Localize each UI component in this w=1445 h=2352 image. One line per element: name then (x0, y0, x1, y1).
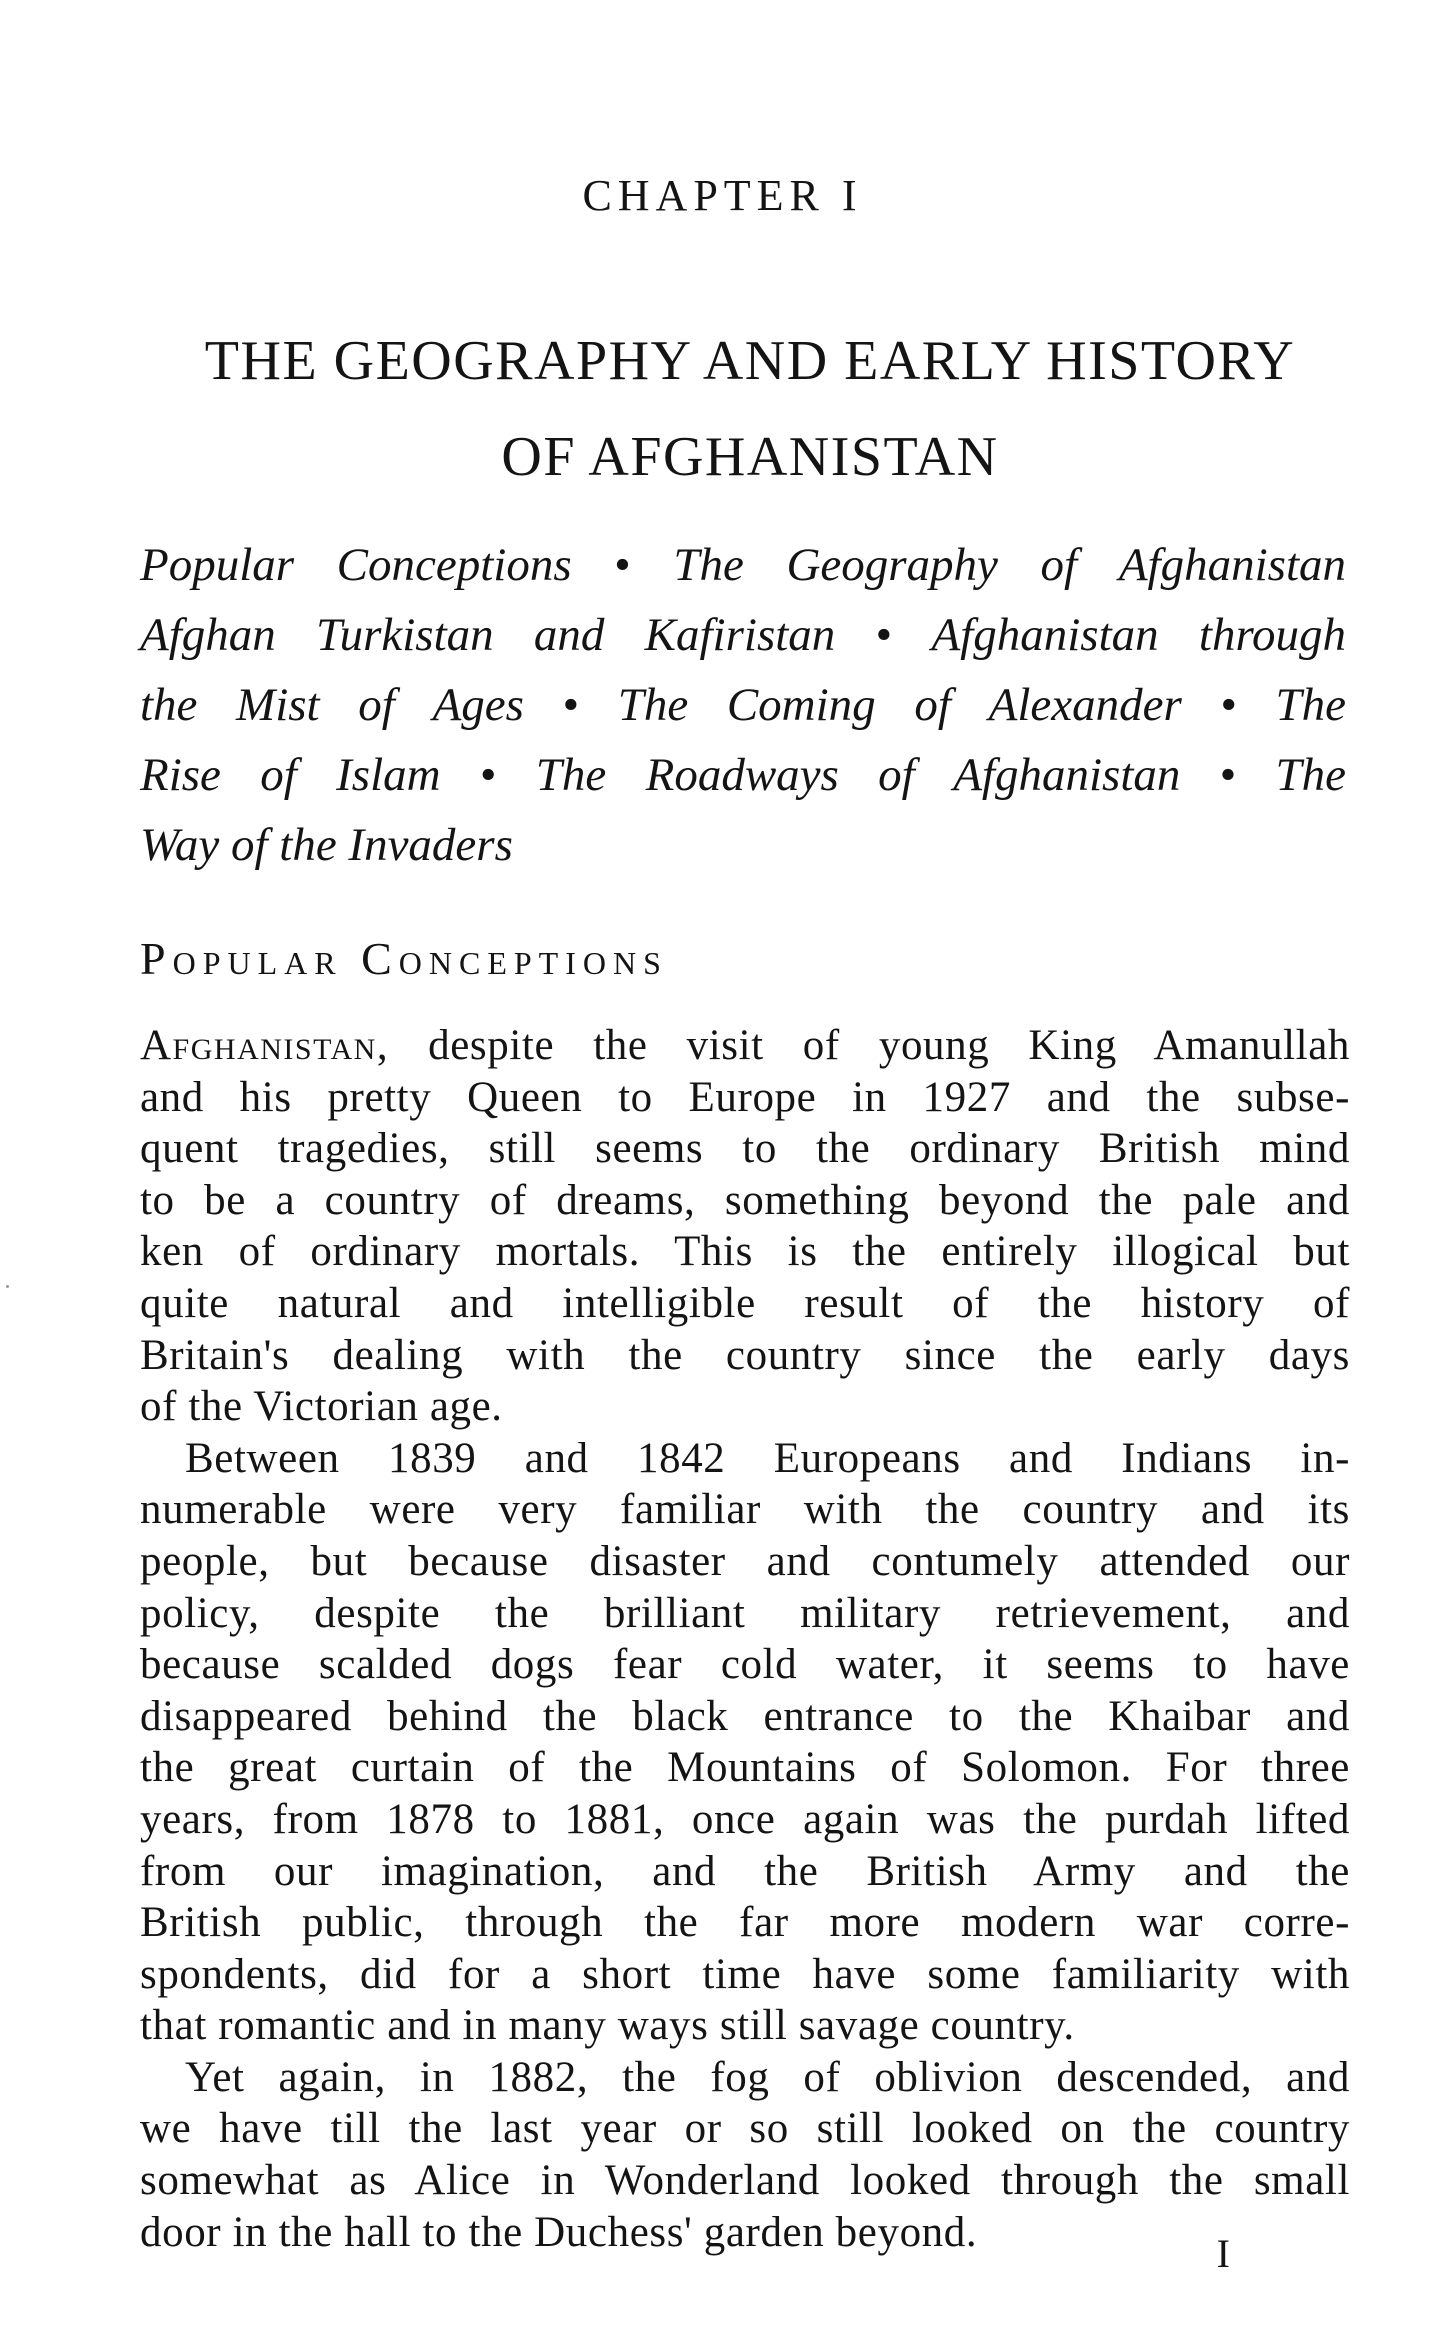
chapter-synopsis (140, 530, 1346, 880)
text-line: Yet again, in 1882, the fog of oblivion descended, and (185, 2053, 1350, 2101)
text-line: numerable were very familiar with the country and its (140, 1486, 1350, 1534)
chapter-title (150, 313, 1350, 505)
synopsis-topic: Way of the Invaders (140, 819, 513, 871)
synopsis-topic: The (1275, 749, 1347, 801)
synopsis-topic: The Geography of Afghanistan (673, 539, 1347, 591)
synopsis-separator: • (614, 539, 631, 591)
text-line: that romantic and in many ways still savage country. (140, 2002, 1075, 2050)
text-line: Between 1839 and 1842 Europeans and Indians in- (185, 1434, 1350, 1482)
chapter-title-line: OF AFGHANISTAN (501, 426, 999, 488)
synopsis-topic: the Mist of Ages (140, 679, 524, 731)
text-segment: despite the visit of young King Amanullah (389, 1022, 1350, 1069)
text-line: the great curtain of the Mountains of Solomon. For three (140, 1744, 1350, 1792)
synopsis-topic: Popular Conceptions (140, 539, 572, 591)
section-heading: Popular Conceptions (140, 933, 668, 984)
text-line (140, 1020, 1350, 1072)
text-line: we have till the last year or so still looked on the country (140, 2105, 1350, 2153)
text-line: Britain's dealing with the country since the early days (140, 1331, 1350, 1379)
text-line: door in the hall to the Duchess' garden beyond. (140, 2208, 978, 2256)
text-line: people, but because disaster and contumely attended our (140, 1537, 1350, 1585)
synopsis-separator: • (1219, 749, 1237, 801)
synopsis-separator: • (479, 749, 497, 801)
text-line: British public, through the far more modern war corre- (140, 1899, 1350, 1947)
text-line: quent tragedies, still seems to the ordinary British mind (140, 1125, 1350, 1173)
synopsis-topic: Rise of Islam (140, 749, 441, 801)
text-line: disappeared behind the black entrance to the Khaibar and (140, 1692, 1350, 1740)
synopsis-topic: Afghanistan through (931, 609, 1347, 661)
synopsis-line (140, 810, 1346, 880)
scan-speck (6, 1285, 9, 1288)
paragraph-3 (140, 2052, 1350, 2258)
text-line: spondents, did for a short time have some familiarity with (140, 1950, 1350, 1998)
chapter-label: CHAPTER I (582, 171, 863, 220)
text-line: because scalded dogs fear cold water, it seems to have (140, 1641, 1350, 1689)
paragraph-1 (140, 1020, 1350, 1433)
page-number: I (1216, 2231, 1230, 2276)
text-line: to be a country of dreams, something beyond the pale and (140, 1176, 1350, 1224)
synopsis-line (140, 670, 1346, 740)
synopsis-topic: The (1275, 679, 1347, 731)
text-line: from our imagination, and the British Army and the (140, 1847, 1350, 1895)
synopsis-separator: • (875, 609, 893, 661)
paragraph-2 (140, 1433, 1350, 2052)
synopsis-topic: Afghan Turkistan and Kafiristan (140, 609, 836, 661)
synopsis-topic: The Roadways of Afghanistan (535, 749, 1181, 801)
text-line: and his pretty Queen to Europe in 1927 and the subse- (140, 1073, 1350, 1121)
chapter-title-line: THE GEOGRAPHY AND EARLY HISTORY (204, 330, 1296, 392)
text-line: years, from 1878 to 1881, once again was the purdah lifted (140, 1795, 1350, 1843)
synopsis-line (140, 600, 1346, 670)
text-line: policy, despite the brilliant military retrievement, and (140, 1589, 1350, 1637)
synopsis-line (140, 740, 1346, 810)
body-text (140, 1020, 1350, 2258)
synopsis-separator: • (1220, 679, 1237, 731)
synopsis-separator: • (562, 679, 580, 731)
lead-word: Afghanistan, (140, 1022, 390, 1069)
synopsis-line (140, 530, 1346, 600)
text-line: somewhat as Alice in Wonderland looked through the small (140, 2157, 1350, 2205)
synopsis-topic: The Coming of Alexander (617, 679, 1182, 731)
text-line: of the Victorian age. (140, 1383, 503, 1431)
text-line: ken of ordinary mortals. This is the entirely illogical but (140, 1228, 1350, 1276)
text-line: quite natural and intelligible result of the history of (140, 1279, 1350, 1327)
